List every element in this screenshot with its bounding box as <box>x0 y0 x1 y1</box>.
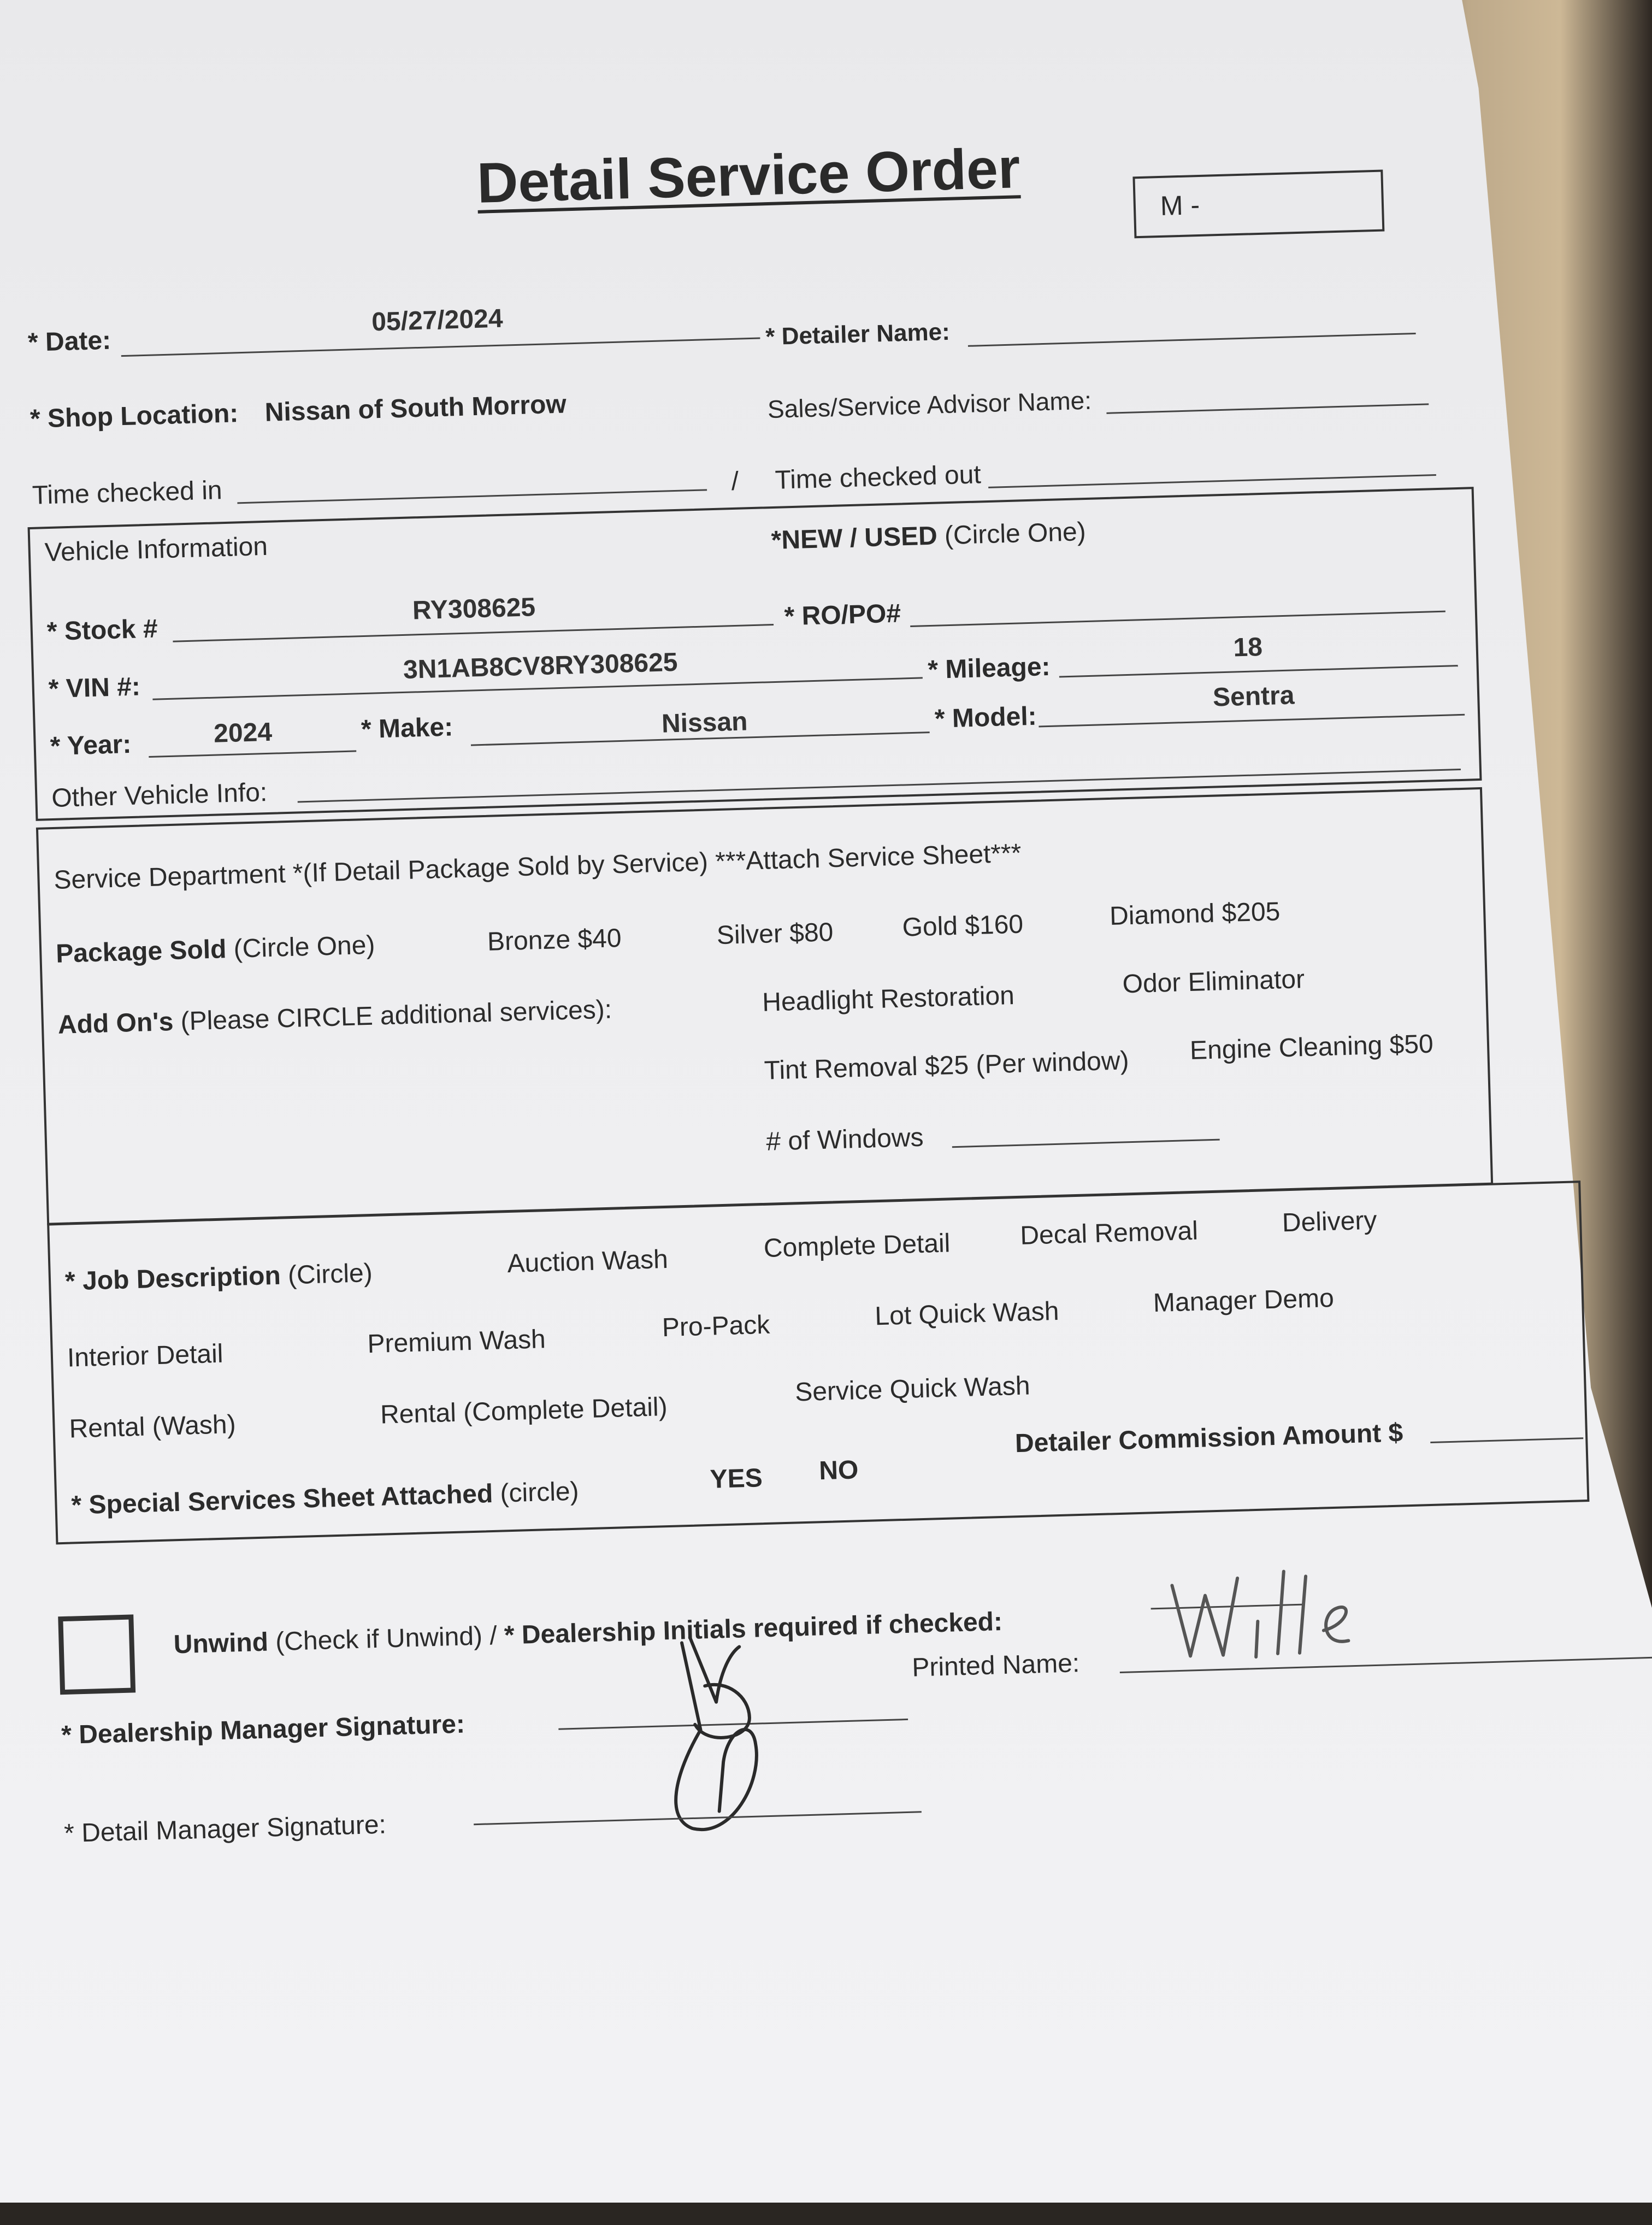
unwind-checkbox[interactable] <box>58 1614 135 1695</box>
job-manager-demo[interactable]: Manager Demo <box>1153 1283 1335 1318</box>
job-interior-detail[interactable]: Interior Detail <box>67 1339 224 1373</box>
shop-location-value: Nissan of South Morrow <box>264 389 567 427</box>
vin-label: * VIN #: <box>48 672 141 704</box>
model-label: * Model: <box>934 701 1037 734</box>
advisor-label: Sales/Service Advisor Name: <box>767 386 1092 424</box>
special-services-no[interactable]: NO <box>818 1455 859 1486</box>
addon-tint-removal[interactable]: Tint Removal $25 (Per window) <box>764 1046 1130 1085</box>
job-auction-wash[interactable]: Auction Wash <box>506 1244 669 1279</box>
package-bronze[interactable]: Bronze $40 <box>487 924 622 957</box>
date-value: 05/27/2024 <box>371 304 504 337</box>
vin-value: 3N1AB8CV8RY308625 <box>403 647 678 684</box>
shop-location-label: * Shop Location: <box>30 399 239 434</box>
mileage-label: * Mileage: <box>927 652 1051 685</box>
service-section-label: Service Department *(If Detail Package Sold by Service) ***Attach Service Sheet*** <box>53 839 1022 895</box>
addons-label: Add On's <box>57 1007 174 1040</box>
job-complete-detail[interactable]: Complete Detail <box>763 1229 951 1263</box>
package-label: Package Sold <box>55 935 227 969</box>
addon-headlight-restoration[interactable]: Headlight Restoration <box>762 981 1015 1017</box>
other-vehicle-info-label: Other Vehicle Info: <box>51 778 268 813</box>
windows-label: # of Windows <box>765 1123 924 1156</box>
model-value: Sentra <box>1212 681 1295 712</box>
advisor-field[interactable] <box>1106 403 1429 414</box>
job-lot-quick-wash[interactable]: Lot Quick Wash <box>874 1296 1060 1331</box>
dealership-manager-signature-label: * Dealership Manager Signature: <box>61 1709 465 1750</box>
stock-value: RY308625 <box>412 593 536 625</box>
time-in-field[interactable] <box>237 489 707 504</box>
time-out-field[interactable] <box>988 474 1436 488</box>
addon-engine-cleaning[interactable]: Engine Cleaning $50 <box>1189 1029 1434 1066</box>
package-diamond[interactable]: Diamond $205 <box>1109 897 1281 931</box>
year-value: 2024 <box>213 717 273 748</box>
order-number-box[interactable] <box>1132 170 1384 239</box>
printed-name-label: Printed Name: <box>911 1649 1080 1683</box>
job-description-label: * Job Description <box>64 1261 281 1296</box>
addons-hint: (Please CIRCLE additional services): <box>180 995 612 1036</box>
time-in-label: Time checked in <box>32 476 223 510</box>
detail-manager-signature-label: * Detail Manager Signature: <box>63 1810 387 1849</box>
year-label: * Year: <box>50 729 132 762</box>
unwind-row-label <box>173 1607 1003 1660</box>
detailer-name-field[interactable] <box>968 333 1416 347</box>
special-services-hint: (circle) <box>499 1477 580 1508</box>
form-title: Detail Service Order <box>476 137 1021 215</box>
printed-name-handwriting <box>1166 1557 1387 1673</box>
job-delivery[interactable]: Delivery <box>1282 1206 1378 1238</box>
job-description-hint: (Circle) <box>287 1258 373 1290</box>
ro-po-label: * RO/PO# <box>783 599 901 632</box>
date-label: * Date: <box>27 326 111 357</box>
new-used-hint: (Circle One) <box>944 517 1087 551</box>
initials-label: * Dealership Initials required if checked: <box>504 1607 1003 1650</box>
order-number-prefix: M - <box>1160 189 1200 221</box>
job-pro-pack[interactable]: Pro-Pack <box>662 1310 770 1343</box>
job-rental-wash[interactable]: Rental (Wash) <box>68 1410 237 1444</box>
time-out-label: Time checked out <box>774 460 982 495</box>
package-gold[interactable]: Gold $160 <box>901 910 1024 942</box>
vehicle-section-label: Vehicle Information <box>44 532 268 568</box>
detailer-name-label: * Detailer Name: <box>765 318 951 351</box>
addon-odor-eliminator[interactable]: Odor Eliminator <box>1122 965 1305 999</box>
package-hint: (Circle One) <box>233 930 376 964</box>
job-decal-removal[interactable]: Decal Removal <box>1019 1216 1199 1250</box>
mileage-value: 18 <box>1232 633 1263 663</box>
job-premium-wash[interactable]: Premium Wash <box>367 1325 546 1359</box>
commission-label: Detailer Commission Amount $ <box>1014 1418 1403 1459</box>
job-rental-complete-detail[interactable]: Rental (Complete Detail) <box>380 1392 668 1430</box>
unwind-label: Unwind <box>173 1627 269 1660</box>
special-services-label: * Special Services Sheet Attached <box>70 1479 493 1520</box>
package-silver[interactable]: Silver $80 <box>716 918 834 951</box>
make-value: Nissan <box>661 707 748 739</box>
stock-label: * Stock # <box>46 614 158 647</box>
make-label: * Make: <box>361 712 453 745</box>
time-separator: / <box>730 467 739 497</box>
date-field[interactable] <box>121 337 760 357</box>
new-used-label: *NEW / USED <box>771 521 938 556</box>
special-services-yes[interactable]: YES <box>709 1463 763 1494</box>
unwind-hint: (Check if Unwind) / <box>275 1621 498 1657</box>
job-service-quick-wash[interactable]: Service Quick Wash <box>794 1371 1031 1407</box>
